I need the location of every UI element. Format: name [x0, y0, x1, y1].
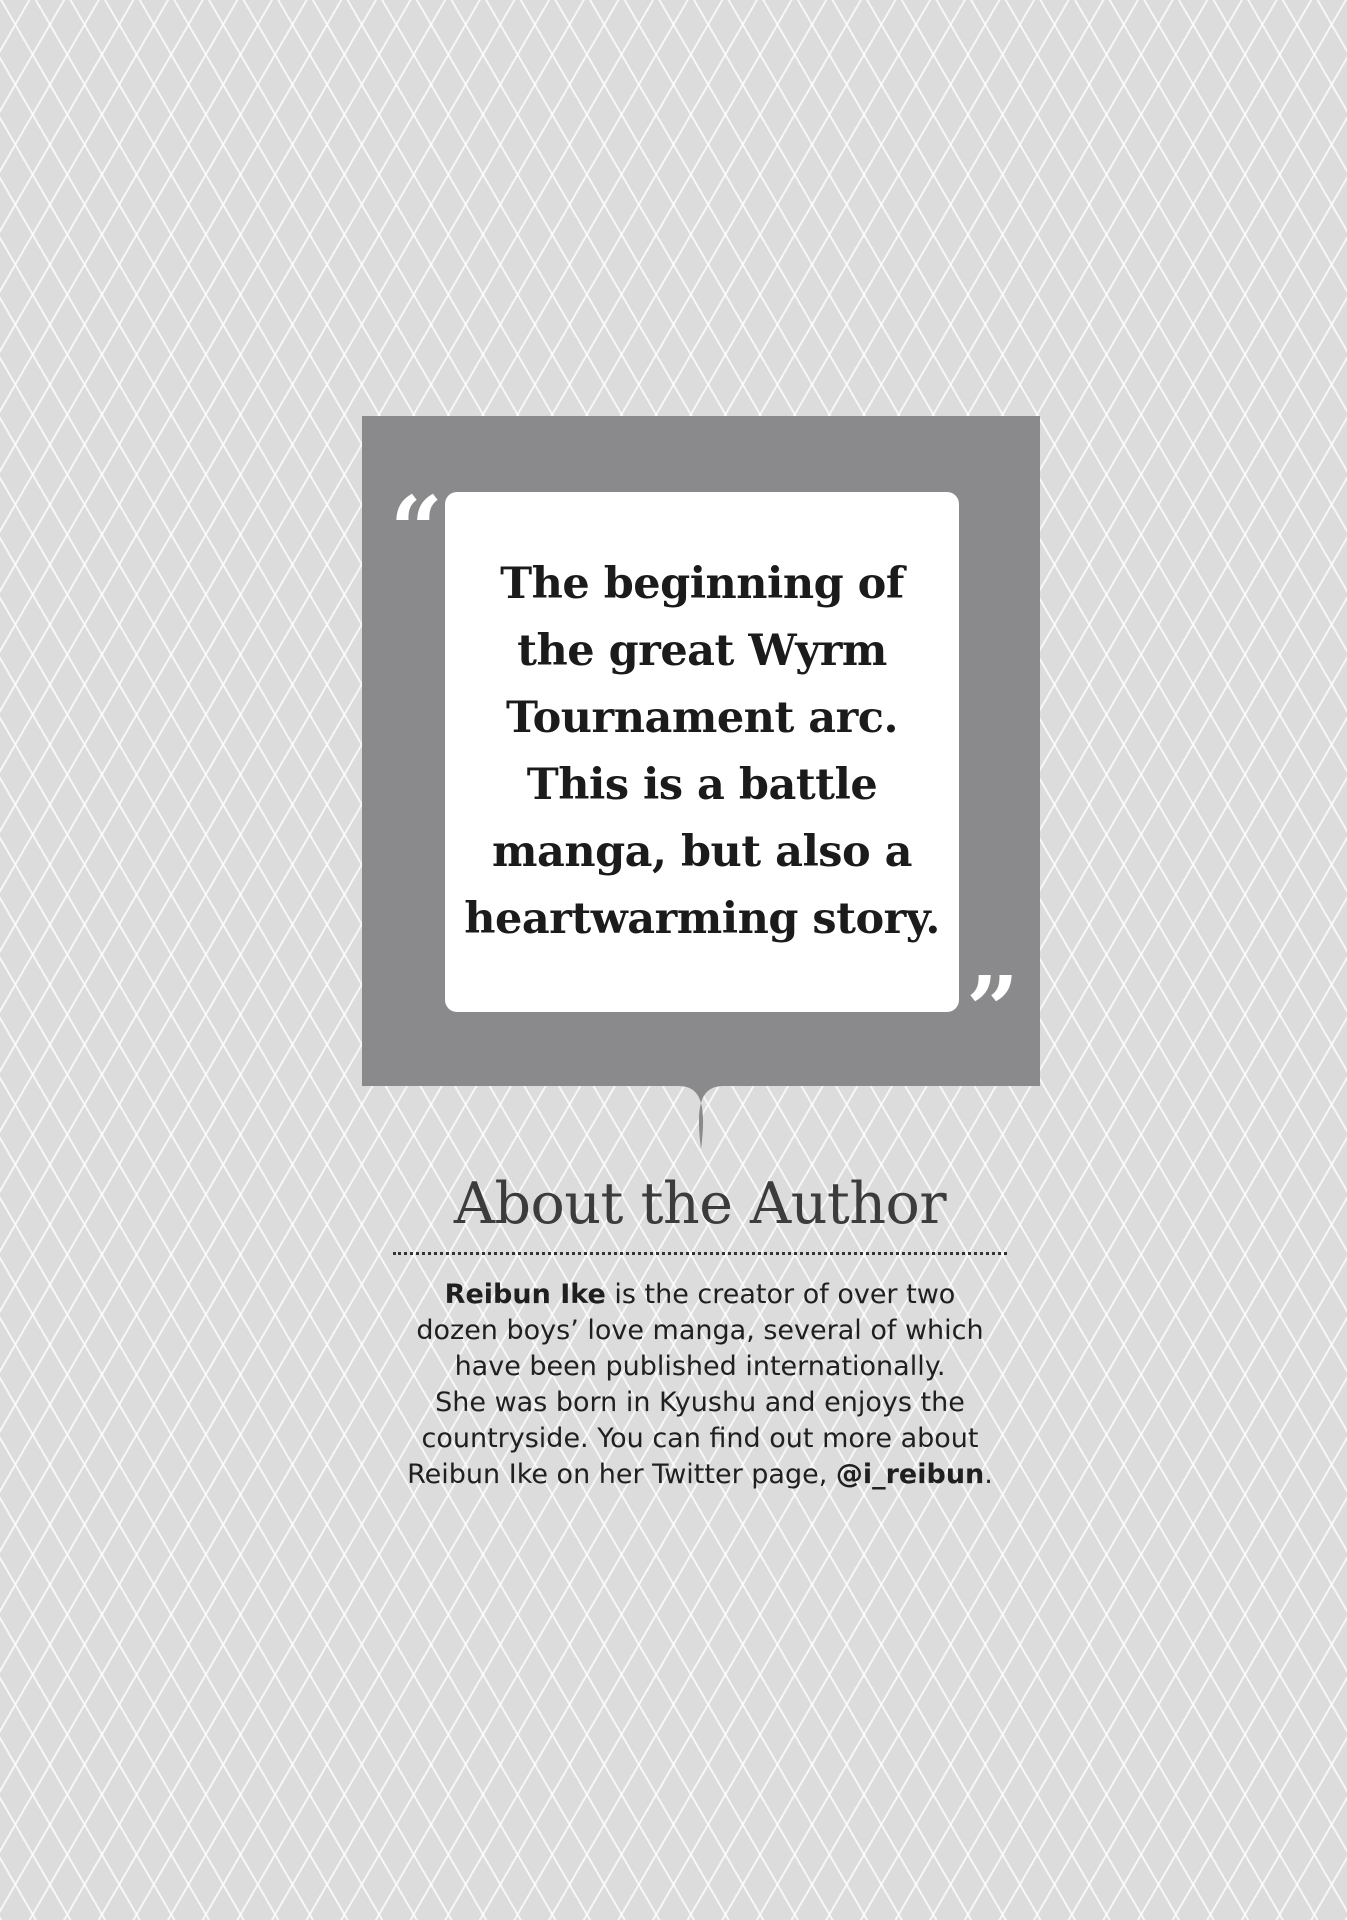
bio-line-4: She was born in Kyushu and enjoys the [435, 1387, 965, 1418]
bio-line-1: is the creator of over two [605, 1279, 956, 1310]
bio-line-2: dozen boys’ love manga, several of which [416, 1315, 984, 1346]
close-quote-mark: ” [966, 956, 1019, 1064]
author-heading: About the Author [453, 1171, 947, 1237]
twitter-handle: @i_reibun [835, 1459, 985, 1490]
dotted-divider [393, 1252, 1007, 1255]
bio-line-5: countryside. You can find out more about [421, 1423, 979, 1454]
quote-text: The beginning of the great Wyrm Tournament arc. This is a battle manga, but also a heartwarming story. [464, 559, 940, 944]
open-quote-mark: “ [390, 476, 443, 584]
author-bio [380, 1277, 1020, 1493]
author-name: Reibun Ike [444, 1279, 606, 1310]
quote-panel [362, 416, 1040, 1086]
bio-line-6: Reibun Ike on her Twitter page, [407, 1459, 836, 1490]
bio-line-3: have been published internationally. [454, 1351, 946, 1382]
bio-line-6-end: . [984, 1459, 993, 1490]
author-section [380, 1168, 1020, 1493]
quote-card [445, 492, 959, 1012]
